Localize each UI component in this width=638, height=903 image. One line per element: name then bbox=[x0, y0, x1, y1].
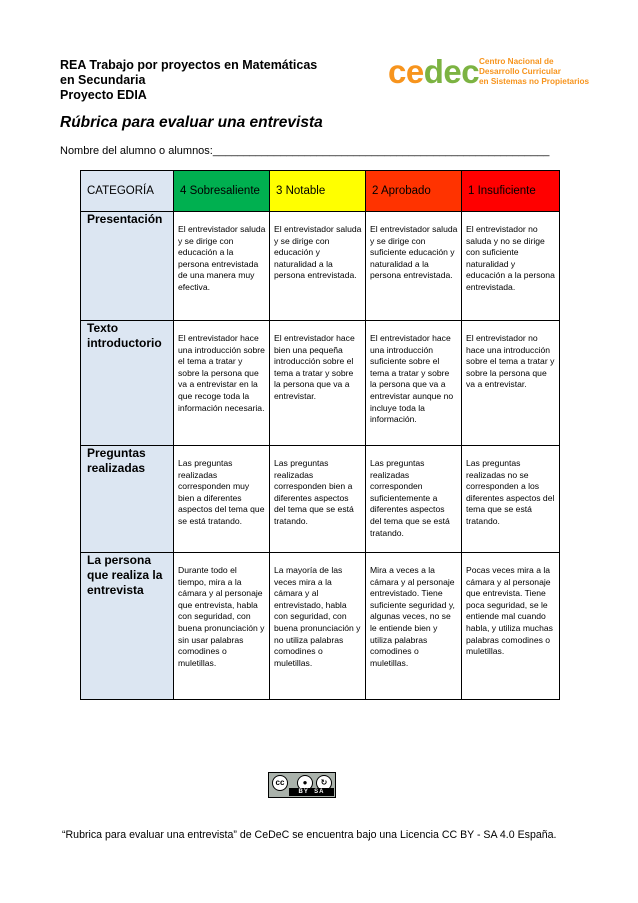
table-row bbox=[81, 212, 560, 321]
header-category: CATEGORÍA bbox=[81, 171, 174, 212]
student-name-line: Nombre del alumno o alumnos:_______________________________________________________ bbox=[60, 145, 550, 157]
cc-badge-strip bbox=[289, 788, 334, 796]
criteria-cell: Las preguntas realizadas corresponden bien a diferentes aspectos del tema que se está tratando. bbox=[270, 446, 366, 553]
header-insuficiente: 1 Insuficiente bbox=[462, 171, 560, 212]
cc-sa-label: SA bbox=[314, 789, 325, 795]
category-cell: Presentación bbox=[81, 212, 174, 321]
criteria-cell: Las preguntas realizadas corresponden suficientemente a diferentes aspectos del tema que se está tratando. bbox=[366, 446, 462, 553]
criteria-cell: El entrevistador saluda y se dirige con educación y naturalidad a la persona entrevistada. bbox=[270, 212, 366, 321]
criteria-cell: El entrevistador saluda y se dirige con suficiente educación y naturalidad a la persona entrevistada. bbox=[366, 212, 462, 321]
criteria-cell: El entrevistador hace una introducción sobre el tema a tratar y sobre la persona que va a entrevistar en la que recoge toda la información necesaria. bbox=[174, 321, 270, 446]
criteria-cell: El entrevistador no hace una introducción sobre el tema a tratar y sobre la persona que va a entrevistar. bbox=[462, 321, 560, 446]
table-row bbox=[81, 553, 560, 700]
logo-subtitle bbox=[479, 57, 589, 87]
category-cell: Texto introductorio bbox=[81, 321, 174, 446]
criteria-cell: La mayoría de las veces mira a la cámara y al entrevistado, habla con seguridad, con buena pronunciación y no utiliza palabras comodines o muletillas. bbox=[270, 553, 366, 700]
criteria-cell: El entrevistador hace bien una pequeña introducción sobre el tema a tratar y sobre la persona que va a entrevistar. bbox=[270, 321, 366, 446]
cc-icon: cc bbox=[272, 775, 288, 791]
category-cell: Preguntas realizadas bbox=[81, 446, 174, 553]
criteria-cell: Las preguntas realizadas no se corresponden a los diferentes aspectos del tema que se está tratando. bbox=[462, 446, 560, 553]
logo-subtitle-line-2: Desarrollo Curricular bbox=[479, 67, 561, 76]
criteria-cell: El entrevistador saluda y se dirige con educación a la persona entrevistada de una manera muy efectiva. bbox=[174, 212, 270, 321]
logo-word-rest: dec bbox=[423, 53, 480, 90]
criteria-cell: Las preguntas realizadas corresponden muy bien a diferentes aspectos del tema que se está tratando. bbox=[174, 446, 270, 553]
table-row bbox=[81, 321, 560, 446]
logo-subtitle-line-3: en Sistemas no Propietarios bbox=[479, 77, 590, 86]
cedec-logo bbox=[388, 52, 590, 98]
criteria-cell: El entrevistador hace una introducción suficiente sobre el tema a tratar y sobre la persona que va a entrevistar aunque no incluye toda la información. bbox=[366, 321, 462, 446]
document-title: Rúbrica para evaluar una entrevista bbox=[60, 114, 323, 131]
rubric-table bbox=[80, 170, 560, 700]
header-title-line-1: REA Trabajo por proyectos en Matemáticas bbox=[60, 58, 318, 72]
category-cell: La persona que realiza la entrevista bbox=[81, 553, 174, 700]
header-notable: 3 Notable bbox=[270, 171, 366, 212]
logo-wordmark bbox=[388, 52, 479, 92]
header-title-line-2: en Secundaria bbox=[60, 73, 146, 87]
criteria-cell: El entrevistador no saluda y no se dirige con suficiente naturalidad y educación a la persona entrevistada. bbox=[462, 212, 560, 321]
header-aprobado: 2 Aprobado bbox=[366, 171, 462, 212]
criteria-cell: Pocas veces mira a la cámara y al personaje que entrevista. Tiene poca seguridad, se le entiende mal cuando habla, y utiliza muchas palabras comodines o muletillas. bbox=[462, 553, 560, 700]
rubric-header-row bbox=[81, 171, 560, 212]
header-title-line-3: Proyecto EDIA bbox=[60, 88, 147, 102]
license-footer: “Rubrica para evaluar una entrevista” de CeDeC se encuentra bajo una Licencia CC BY - SA 4.0 España. bbox=[62, 829, 557, 841]
cc-by-label: BY bbox=[298, 789, 309, 795]
header-sobresaliente: 4 Sobresaliente bbox=[174, 171, 270, 212]
logo-word-first: ce bbox=[388, 53, 424, 90]
logo-subtitle-line-1: Centro Nacional de bbox=[479, 57, 554, 66]
criteria-cell: Mira a veces a la cámara y al personaje entrevistado. Tiene suficiente seguridad y, algunas veces, no se le entiende bien y utiliza palabras comodines o muletillas. bbox=[366, 553, 462, 700]
cc-license-badge[interactable] bbox=[268, 772, 336, 798]
criteria-cell: Durante todo el tiempo, mira a la cámara y al personaje que entrevista, habla con seguridad, con buena pronunciación y sin usar palabras comodines o muletillas. bbox=[174, 553, 270, 700]
table-row bbox=[81, 446, 560, 553]
share-alike-icon: ↻ bbox=[316, 775, 332, 791]
by-person-icon: ● bbox=[297, 775, 313, 791]
